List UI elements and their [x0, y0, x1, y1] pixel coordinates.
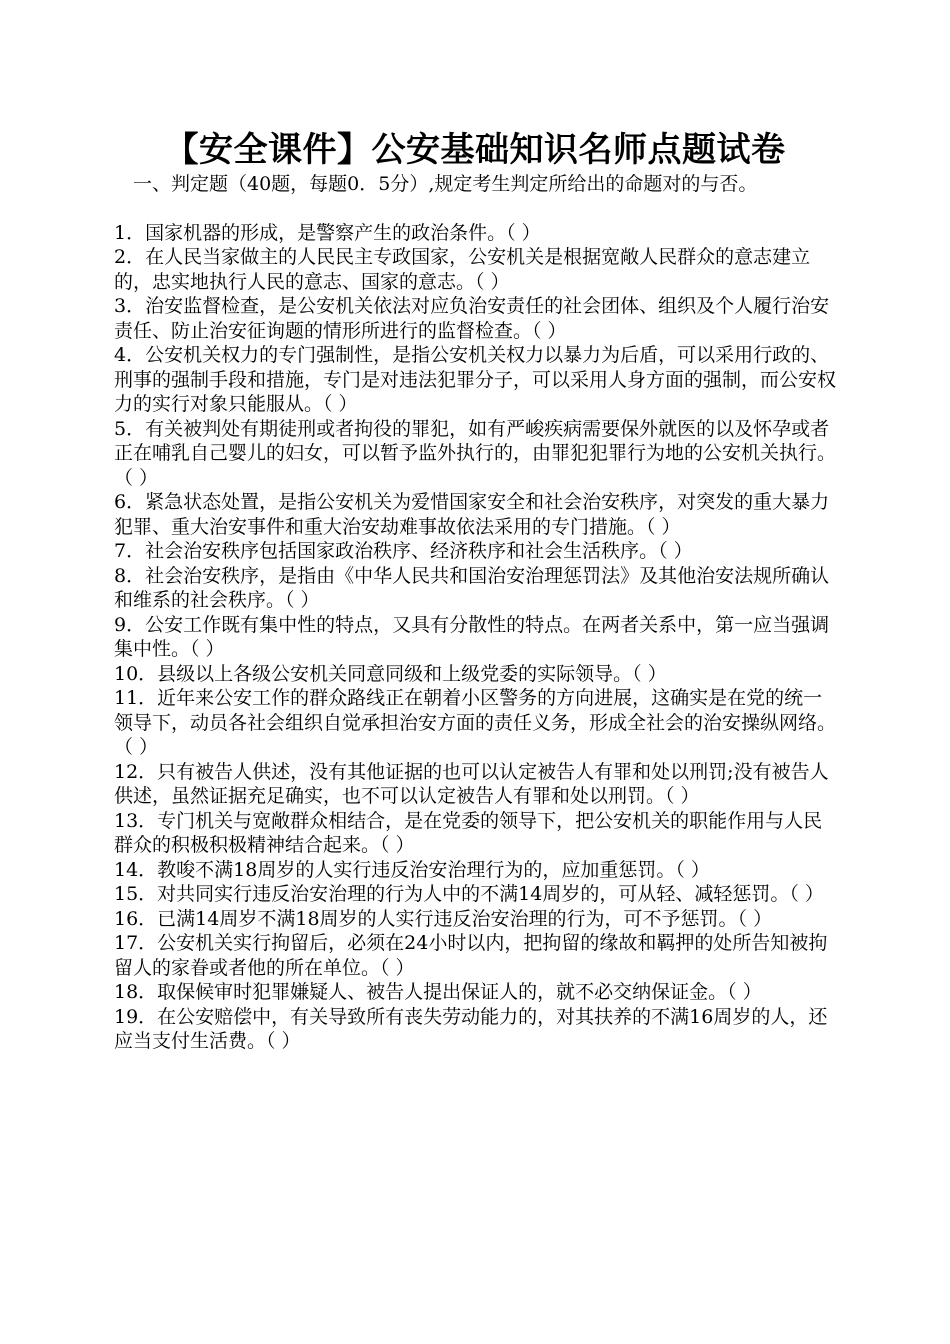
- question-item: 19．在公安赔偿中，有关导致所有丧失劳动能力的，对其扶养的不满16周岁的人，还应当支付生活费。（ ）: [114, 1005, 828, 1052]
- question-item: 6．紧急状态处置，是指公安机关为爱惜国家安全和社会治安秩序，对突发的重大暴力犯罪、重大治安事件和重大治安劫难事故依法采用的专门措施。（ ）: [114, 491, 830, 538]
- question-list: [114, 221, 836, 1054]
- question-item: 4．公安机关权力的专门强制性，是指公安机关权力以暴力为后盾，可以采用行政的、刑事的强制手段和措施，专门是对违法犯罪分子，可以采用人身方面的强制，而公安权力的实行对象只能服从。（ ）: [114, 344, 837, 415]
- question-item: 8．社会治安秩序，是指由《中华人民共和国治安治理惩罚法》及其他治安法规所确认和维系的社会秩序。（ ）: [114, 564, 830, 611]
- blank-line: [114, 197, 836, 221]
- question-item: 11．近年来公安工作的群众路线正在朝着小区警务的方向进展，这确实是在党的统一领导下，动员各社会组织自觉承担治安方面的责任义务，形成全社会的治安操纵网络。（ ）: [114, 687, 837, 758]
- question-item: 3．治安监督检查，是公安机关依法对应负治安责任的社会团体、组织及个人履行治安责任、防止治安征询题的情形所进行的监督检查。（ ）: [114, 295, 830, 342]
- page-title: 【安全课件】公安基础知识名师点题试卷: [164, 130, 786, 170]
- question-item: 14．教唆不满18周岁的人实行违反治安治理行为的，应加重惩罚。（ ）: [114, 858, 710, 881]
- question-item: 17．公安机关实行拘留后，必须在24小时以内，把拘留的缘故和羁押的处所告知被拘留人的家眷或者他的所在单位。（ ）: [114, 932, 828, 979]
- question-item: 15．对共同实行违反治安治理的行为人中的不满14周岁的，可从轻、减轻惩罚。（ ）: [114, 883, 824, 905]
- question-item: 9．公安工作既有集中性的特点，又具有分散性的特点。在两者关系中，第一应当强调集中性。（ ）: [114, 613, 830, 660]
- question-item: 7．社会治安秩序包括国家政治秩序、经济秩序和社会生活秩序。（ ）: [114, 540, 693, 562]
- question-item: 1．国家机器的形成，是警察产生的政治条件。（ ）: [114, 221, 541, 244]
- question-item: 16．已满14周岁不满18周岁的人实行违反治安治理的行为，可不予惩罚。（ ）: [114, 907, 773, 930]
- document-page: [114, 128, 836, 1054]
- question-item: 5．有关被判处有期徒刑或者拘役的罪犯，如有严峻疾病需要保外就医的以及怀孕或者正在哺乳自己婴儿的妇女，可以暂予监外执行的，由罪犯犯罪行为地的公安机关执行。（ ）: [114, 417, 837, 489]
- section-intro: 一、判定题（40题，每题0．5分）,规定考生判定所给出的命题对的与否。: [133, 173, 758, 195]
- question-item: 18．取保候审时犯罪嫌疑人、被告人提出保证人的，就不必交纳保证金。（ ）: [114, 981, 762, 1003]
- question-item: 2．在人民当家做主的人民民主专政国家，公安机关是根据宽敞人民群众的意志建立的，忠实地执行人民的意志、国家的意志。（ ）: [114, 246, 811, 293]
- question-item: 10．县级以上各级公安机关同意同级和上级党委的实际领导。（ ）: [114, 662, 667, 685]
- question-item: 12．只有被告人供述，没有其他证据的也可以认定被告人有罪和处以刑罚;没有被告人供述，虽然证据充足确实，也不可以认定被告人有罪和处以刑罚。（ ）: [114, 760, 829, 807]
- question-item: 13．专门机关与宽敞群众相结合，是在党委的领导下，把公安机关的职能作用与人民群众的积极积极精神结合起来。（ ）: [114, 809, 823, 856]
